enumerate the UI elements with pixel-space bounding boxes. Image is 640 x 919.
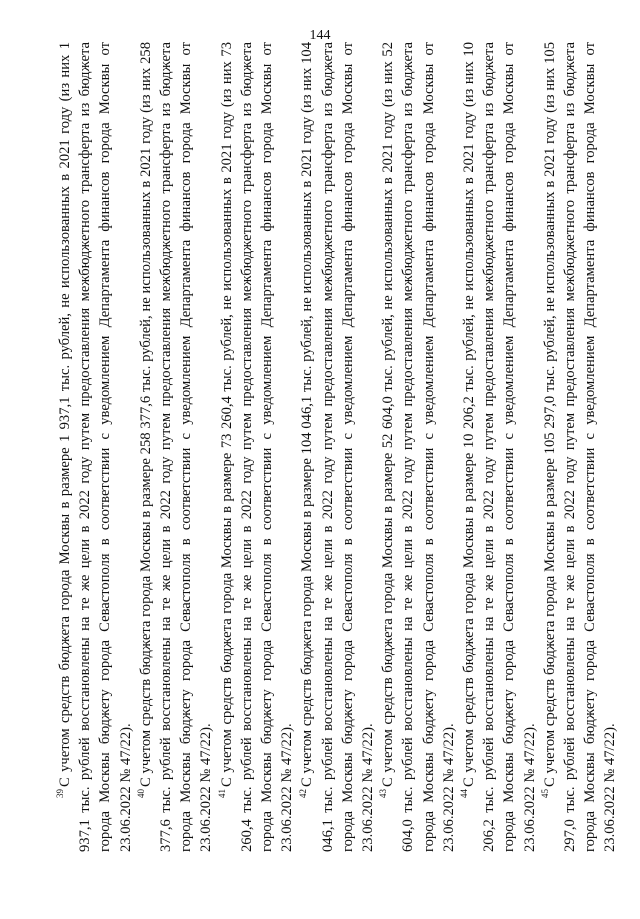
page-number: 144 [309, 28, 331, 43]
footnote-marker: 43 [378, 789, 389, 798]
footnote-42 [297, 42, 378, 852]
footnote-44 [459, 42, 540, 852]
footnote-text: С учетом средств бюджета города Москвы в размере 105 297,0 тыс. рублей, не использованных в 2021 году (из них 105 297,0 тыс. рублей восстановлены на те же цели в 2022 году путем предоставления межбюджетного трансферта из бюджета города Москвы бюджету города Севастополя в соответствии с уведомлением Департамента финансов города Москвы от 23.06.2022 № 47/22). [541, 42, 619, 852]
footnote-marker: 44 [459, 789, 470, 798]
footnote-43 [378, 42, 459, 852]
footnote-39 [55, 42, 136, 852]
footnote-text: С учетом средств бюджета города Москвы в размере 104 046,1 тыс. рублей, не использованных в 2021 году (из них 104 046,1 тыс. рублей восстановлены на те же цели в 2022 году путем предоставления межбюджетного трансферта из бюджета города Москвы бюджету города Севастополя в соответствии с уведомлением Департамента финансов города Москвы от 23.06.2022 № 47/22). [299, 42, 377, 852]
footnote-text: С учетом средств бюджета города Москвы в размере 1 937,1 тыс. рублей, не использованных в 2021 году (из них 1 937,1 тыс. рублей восстановлены на те же цели в 2022 году путем предоставления межбюджетного трансферта из бюджета города Москвы бюджету города Севастополя в соответствии с уведомлением Департамента финансов города Москвы от 23.06.2022 № 47/22). [57, 42, 134, 852]
footnote-marker: 42 [297, 789, 308, 798]
footnote-45 [540, 42, 621, 852]
footnote-marker: 45 [540, 789, 551, 798]
footnote-text: С учетом средств бюджета города Москвы в размере 258 377,6 тыс. рублей, не использованных в 2021 году (из них 258 377,6 тыс. рублей восстановлены на те же цели в 2022 году путем предоставления межбюджетного трансферта из бюджета города Москвы бюджету города Севастополя в соответствии с уведомлением Департамента финансов города Москвы от 23.06.2022 № 47/22). [137, 42, 215, 852]
footnote-text: С учетом средств бюджета города Москвы в размере 73 260,4 тыс. рублей, не использованных в 2021 году (из них 73 260,4 тыс. рублей восстановлены на те же цели в 2022 году путем предоставления межбюджетного трансферта из бюджета города Москвы бюджету города Севастополя в соответствии с уведомлением Департамента финансов города Москвы от 23.06.2022 № 47/22). [218, 42, 296, 852]
footnote-marker: 41 [216, 789, 227, 798]
footnote-text: С учетом средств бюджета города Москвы в размере 10 206,2 тыс. рублей, не использованных в 2021 году (из них 10 206,2 тыс. рублей восстановлены на те же цели в 2022 году путем предоставления межбюджетного трансферта из бюджета города Москвы бюджету города Севастополя в соответствии с уведомлением Департамента финансов города Москвы от 23.06.2022 № 47/22). [461, 42, 538, 852]
footnote-marker: 40 [135, 789, 146, 798]
footnotes-block [55, 42, 619, 852]
footnote-marker: 39 [55, 789, 66, 798]
footnote-41 [217, 42, 298, 852]
footnote-text: С учетом средств бюджета города Москвы в размере 52 604,0 тыс. рублей, не использованных в 2021 году (из них 52 604,0 тыс. рублей восстановлены на те же цели в 2022 году путем предоставления межбюджетного трансферта из бюджета города Москвы бюджету города Севастополя в соответствии с уведомлением Департамента финансов города Москвы от 23.06.2022 № 47/22). [380, 42, 457, 852]
footnote-40 [136, 42, 217, 852]
